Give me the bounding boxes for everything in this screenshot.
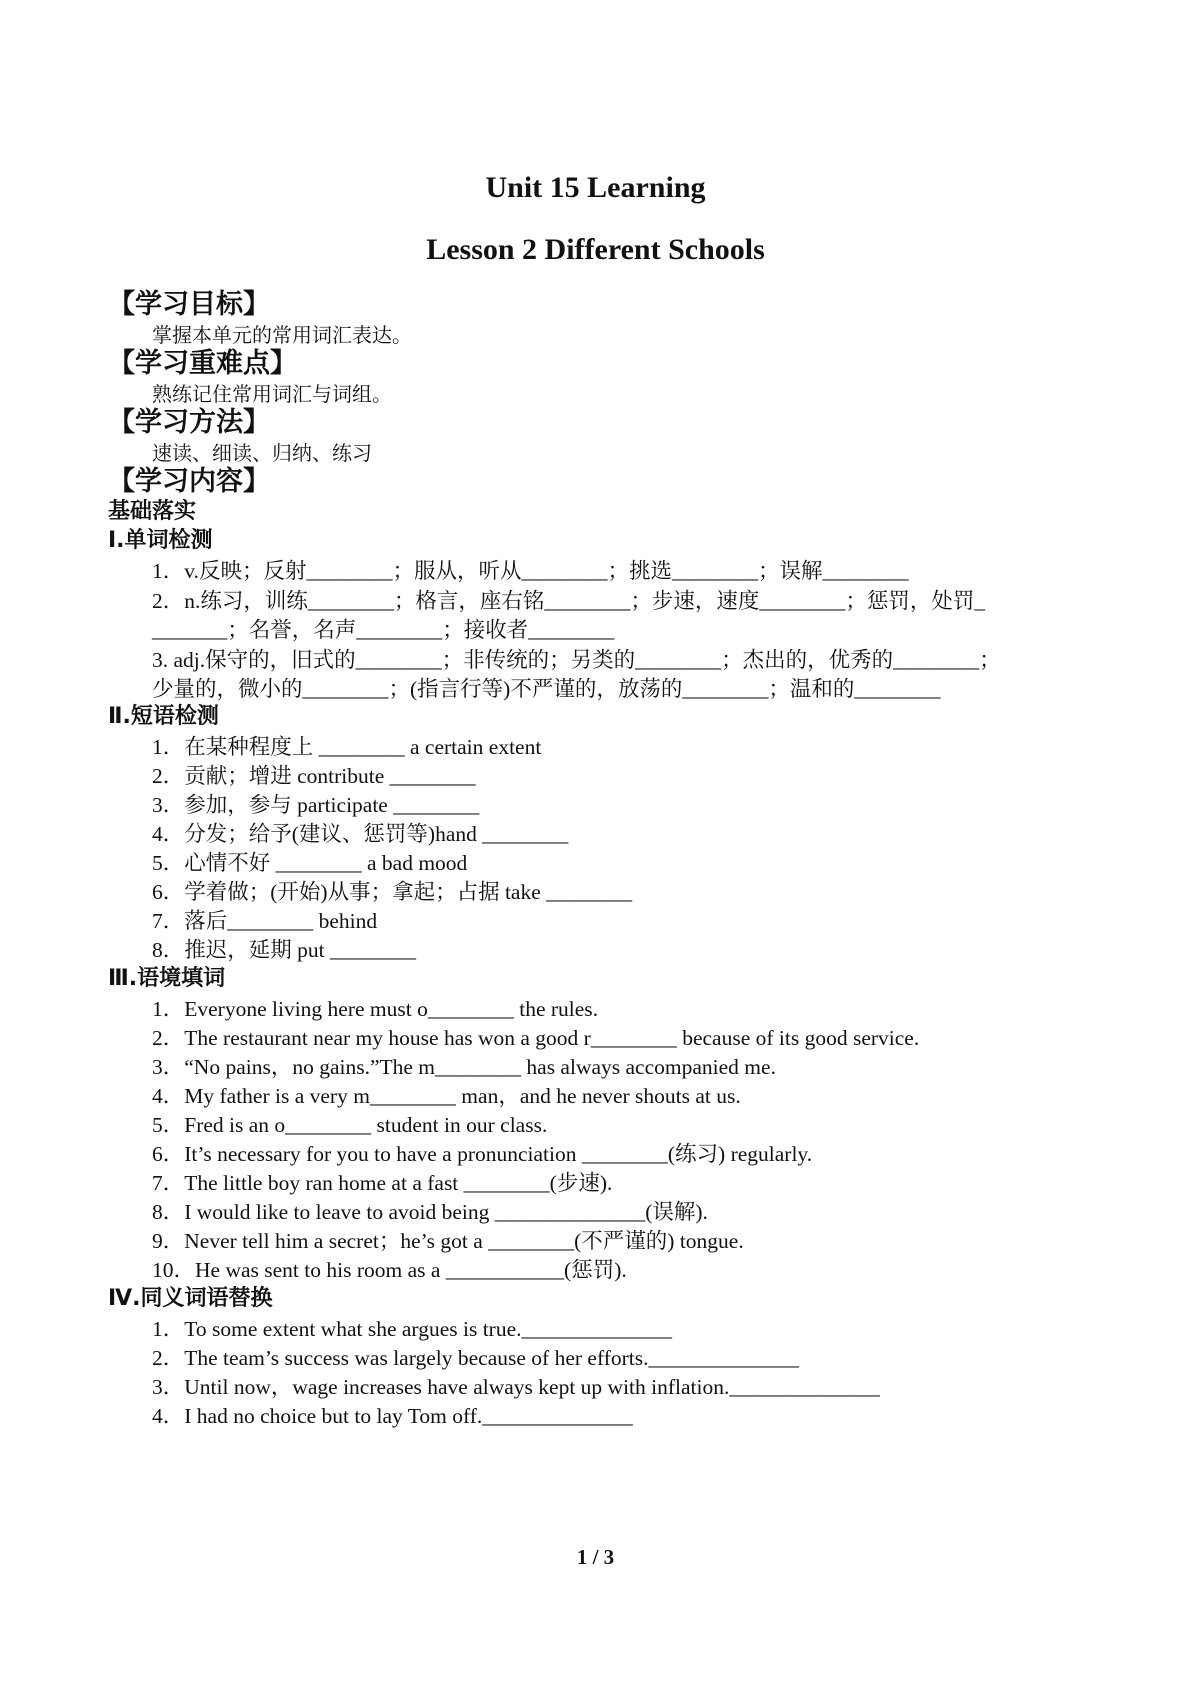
section3-line: 7．The little boy ran home at a fast ________(步速). [152,1171,613,1195]
section3-line: 6．It’s necessary for you to have a pronunciation ________(练习) regularly. [152,1142,813,1166]
section4-line: 4．I had no choice but to lay Tom off.______________ [152,1404,633,1428]
method-text: 速读、细读、归纳、练习 [152,441,372,465]
key-points-heading: 【学习重难点】 [108,348,297,379]
section3-heading: Ⅲ.语境填词 [108,966,226,991]
section3-line: 8．I would like to leave to avoid being ______________(误解). [152,1200,708,1224]
section2-line: 5．心情不好 ________ a bad mood [152,851,468,875]
goal-heading: 【学习目标】 [108,289,270,320]
section3-line: 3．“No pains，no gains.”The m________ has always accompanied me. [152,1055,776,1079]
key-points-text: 熟练记住常用词汇与词组。 [152,382,392,406]
goal-text: 掌握本单元的常用词汇表达。 [152,323,412,347]
section1-line: 2．n.练习，训练________；格言，座右铭________；步速，速度________；惩罚，处罚_ [152,589,986,613]
method-heading: 【学习方法】 [108,407,270,438]
page-number: 1 / 3 [576,1545,615,1569]
section2-line: 7．落后________ behind [152,909,378,933]
section3-line: 9．Never tell him a secret；he’s got a ________(不严谨的) tongue. [152,1229,744,1253]
section1-line: 少量的，微小的________；(指言行等)不严谨的，放荡的________；温和的________ [152,677,941,701]
section3-line: 5．Fred is an o________ student in our class. [152,1113,548,1137]
section4-line: 3．Until now，wage increases have always kept up with inflation.______________ [152,1375,880,1399]
document-title: Unit 15 Learning [485,171,706,204]
section1-line: 1．v.反映；反射________；服从，听从________；挑选________；误解________ [152,559,909,583]
content-heading: 【学习内容】 [108,466,270,497]
section2-heading: Ⅱ.短语检测 [108,704,219,729]
section1-line: 3. adj.保守的，旧式的________；非传统的；另类的________；杰出的，优秀的________； [152,648,1001,672]
basics-heading: 基础落实 [108,499,197,524]
section4-line: 1．To some extent what she argues is true.______________ [152,1317,672,1341]
lesson-title: Lesson 2 Different Schools [426,233,765,266]
section2-line: 4．分发；给予(建议、惩罚等)hand ________ [152,822,569,846]
section2-line: 8．推迟，延期 put ________ [152,938,416,962]
section3-line: 1．Everyone living here must o________ the rules. [152,997,599,1021]
section1-heading: Ⅰ.单词检测 [108,528,213,553]
section3-line: 2．The restaurant near my house has won a good r________ because of its good service. [152,1026,920,1050]
section2-line: 2．贡献；增进 contribute ________ [152,764,476,788]
section3-line: 4．My father is a very m________ man，and he never shouts at us. [152,1084,741,1108]
section2-line: 3．参加，参与 participate ________ [152,793,480,817]
section4-heading: Ⅳ.同义词语替换 [108,1286,273,1311]
section4-line: 2．The team’s success was largely because of her efforts.______________ [152,1346,800,1370]
section2-line: 1．在某种程度上 ________ a certain extent [152,735,542,759]
section1-line: _______；名誉，名声________；接收者________ [152,618,615,642]
section2-line: 6．学着做；(开始)从事；拿起；占据 take ________ [152,880,633,904]
section3-line: 10．He was sent to his room as a ___________(惩罚). [152,1258,627,1282]
